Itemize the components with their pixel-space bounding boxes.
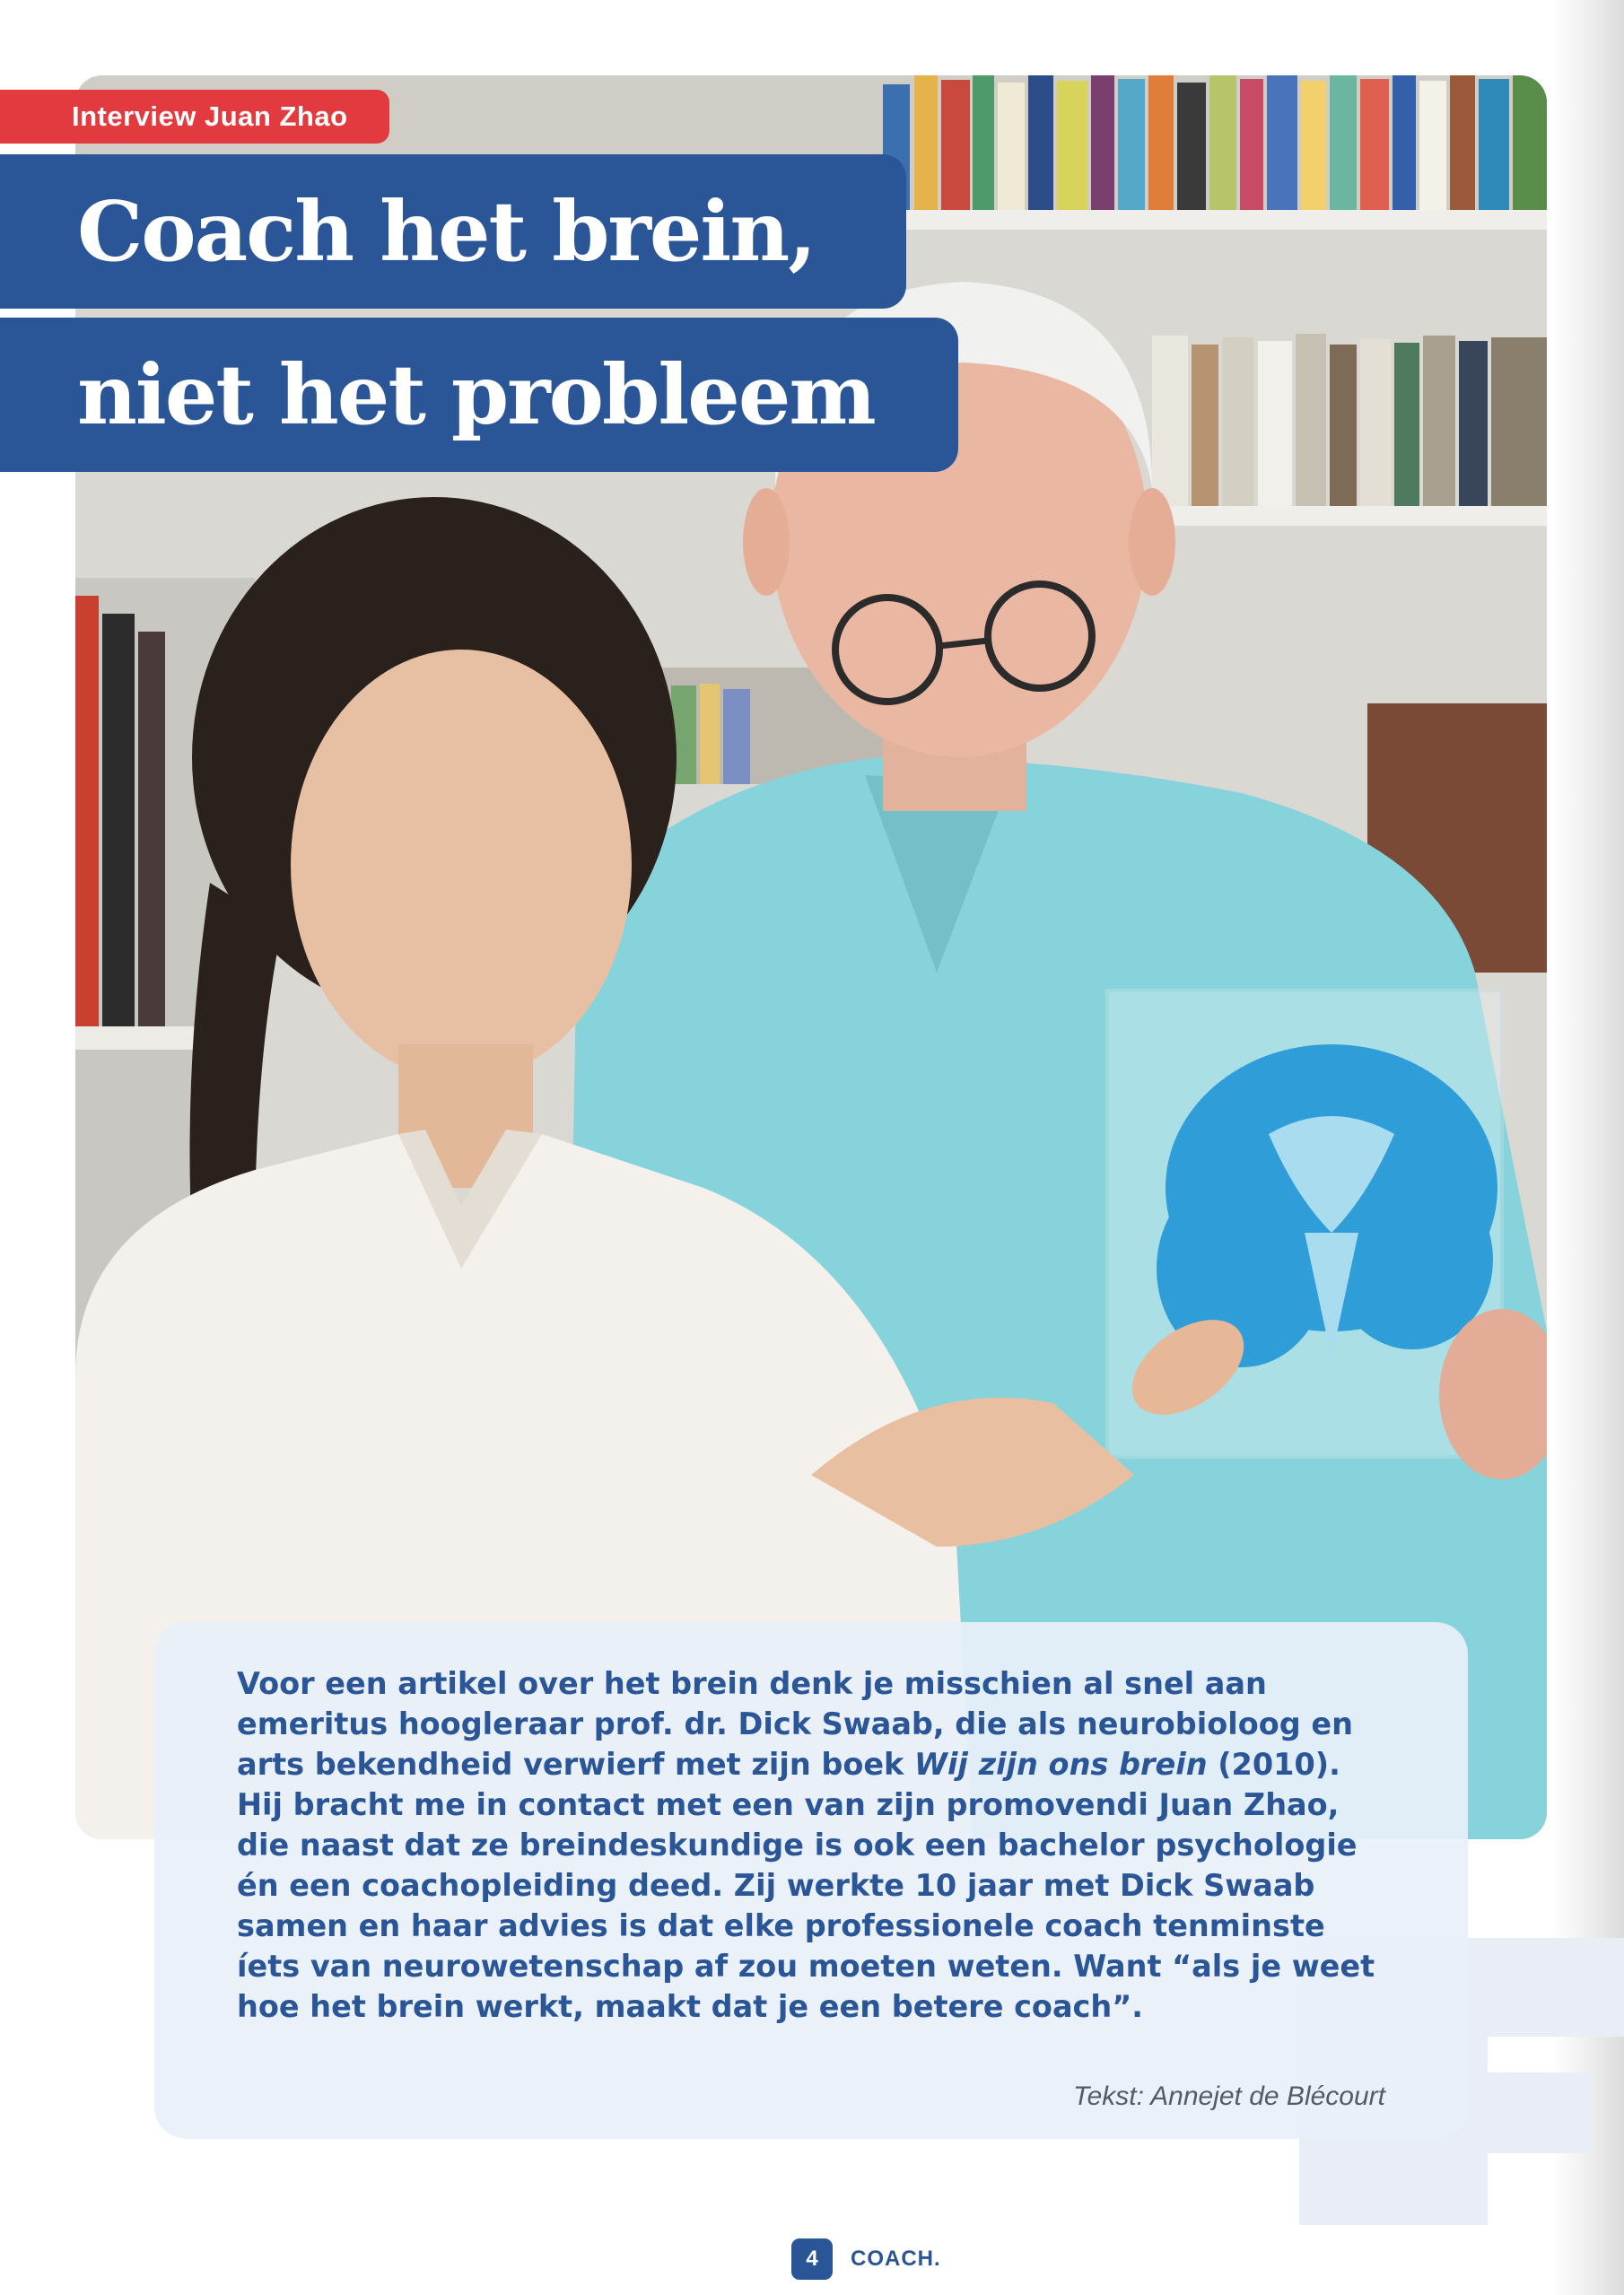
brain-slice <box>1157 1044 1497 1367</box>
magazine-name: COACH. <box>851 2247 941 2271</box>
woman-face <box>291 650 632 1080</box>
title-line-1-text: Coach het brein, <box>77 183 816 280</box>
page-number: 4 <box>791 2238 833 2280</box>
intro-text-part1: Voor een artikel over het brein denk je misschien al snel aan emeritus hoogleraar prof. dr. Dick Swaab, die als neurobioloog en arts bekendheid verwierf met zijn boek <box>237 1666 1353 1782</box>
title-line-1 <box>0 154 906 309</box>
books-middle <box>1152 334 1547 506</box>
title-line-2 <box>0 318 958 472</box>
title-line-2-text: niet het probleem <box>77 346 875 443</box>
intro-box <box>154 1622 1468 2139</box>
author-credit: Tekst: Annejet de Blécourt <box>1073 2081 1385 2111</box>
page-footer <box>791 2238 941 2281</box>
intro-text-part2: (2010). Hij bracht me in contact met een van zijn promovendi Juan Zhao, die naast dat ze breindeskundige is ook een bachelor psychologie én een coachopleiding deed. Zij werkte 10 jaar met Dick Swaab samen en haar advies is dat elke professionele coach tenminste íets van neurowetenschap af zou moeten weten. Want “als je weet hoe het brein werkt, maakt dat je een betere coach”. <box>237 1747 1375 2024</box>
intro-paragraph <box>237 1663 1382 2027</box>
kicker-label: Interview Juan Zhao <box>0 90 389 144</box>
book-title: Wij zijn ons brein <box>914 1747 1208 1782</box>
